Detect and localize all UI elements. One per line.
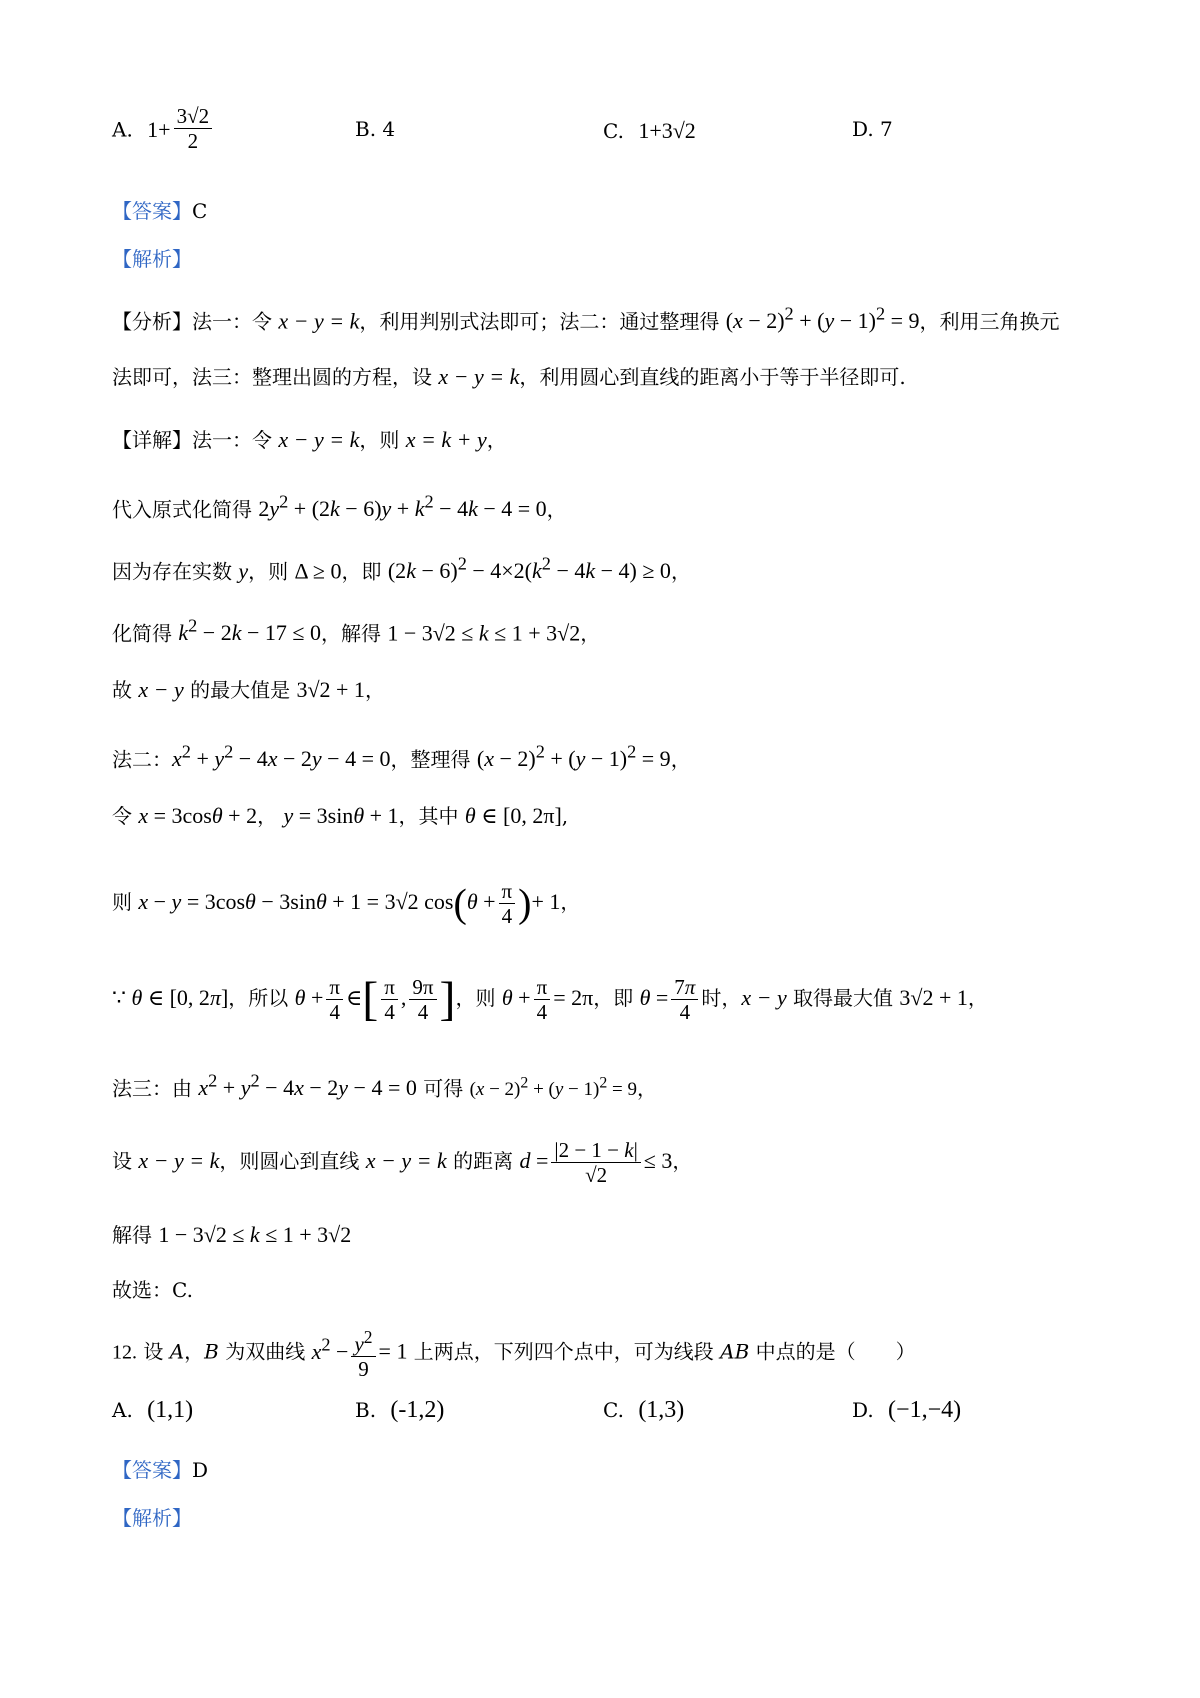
option-text: (1,3) — [638, 1397, 685, 1423]
q12-stem: 12. 设 A，B 为双曲线 $x^2$ − $\frac{y^2}{9}$ = 1 上两点，下列四个点中，可为线段 AB 中点的是（ ） — [112, 1327, 916, 1381]
fenxi-tag: 【分析】 — [112, 309, 192, 334]
q11-detail-line10: 法三：由 $x^2 + y^2 - 4x - 2y - 4 = 0$ 可得 $(x - 2)^2 + (y - 1)^2 = 9$， — [112, 1071, 657, 1101]
q11-detail-line7: 令 x = 3cosθ + 2， y = 3sinθ + 1，其中 θ ∈ [0, 2π], — [112, 803, 569, 828]
q11-fenxi-line2: 法即可，法三：整理出圆的方程，设 x − y = k，利用圆心到直线的距离小于等于半径即可. — [112, 364, 906, 389]
option-text: (1,1) — [147, 1397, 194, 1423]
q11-detail-line2: 代入原式化简得 $2y^2 + (2k - 6)y + k^2 - 4k - 4 = 0$， — [112, 492, 567, 522]
q11-detail-line6: 法二：$x^2 + y^2 - 4x - 2y - 4 = 0$，整理得 $(x - 2)^2 + (y - 1)^2 = 9$， — [112, 742, 691, 772]
q11-detail-line8: 则 x − y = 3cosθ − 3sinθ + 1 = 3√2 cos(θ + $\frac{\pi}{4}$ )+ 1， — [112, 879, 581, 928]
q11-fenxi-line1: 【分析】法一：令 x − y = k，利用判别式法即可；法二：通过整理得 $(x - 2)^2 + (y - 1)^2 = 9$，利用三角换元 — [112, 304, 1060, 334]
option-letter: C. — [603, 1398, 624, 1422]
q12-answer — [112, 1455, 208, 1485]
q11-analysis-tag: 【解析】 — [112, 247, 192, 271]
q12-option-a — [112, 1395, 193, 1425]
answer-tag: 【答案】 — [112, 1458, 192, 1482]
q11-option-b — [355, 114, 395, 144]
q11-detail-line4: 化简得 $k^2 - 2k - 17 \le 0$，解得 1 − 3√2 ≤ k ≤ 1 + 3√2， — [112, 616, 601, 646]
answer-value: C — [192, 199, 208, 223]
option-a-expression: 1+ $\frac{3√2}{2}$ — [147, 117, 215, 142]
answer-tag: 【答案】 — [112, 199, 192, 223]
option-text: 7 — [880, 117, 893, 141]
q11-option-c — [603, 116, 696, 146]
q11-detail-line5: 故 x − y 的最大值是 3√2 + 1， — [112, 677, 385, 702]
option-text: (−1,−4) — [888, 1397, 962, 1423]
option-letter: D. — [852, 117, 874, 141]
q12-option-c — [603, 1395, 684, 1425]
option-letter: C. — [603, 119, 624, 143]
q11-detail-line9: ∵ θ ∈ [0, 2π]，所以 θ + $\frac{\pi}{4}$ ∈[ $\frac{\pi}{4}$ , $\frac{9\pi}{4}$ ]，则 θ + $\frac{\pi}{4}$ = 2π，即 θ = $\frac{7\pi}{4}$ 时，x − y 取得最大值 3√2 + 1， — [112, 972, 988, 1026]
option-letter: B. — [355, 117, 377, 141]
q11-detail-line12: 解得 1 − 3√2 ≤ k ≤ 1 + 3√2 — [112, 1222, 352, 1247]
option-text: (-1,2) — [390, 1397, 445, 1423]
q11-detail-line11: 设 x − y = k，则圆心到直线 x − y = k 的距离 d = $\frac{|2 - 1 - k|}{√2}$ ≤ 3， — [112, 1138, 693, 1187]
option-letter: A. — [112, 1398, 133, 1422]
q12-option-d — [852, 1395, 961, 1425]
answer-value: D — [192, 1458, 209, 1482]
q11-option-a — [112, 104, 215, 153]
option-letter: A. — [112, 117, 133, 142]
q11-detail-line3: 因为存在实数 y，则 Δ ≥ 0，即 $(2k - 6)^2 - 4\times 2(k^2 - 4k - 4) \ge 0$， — [112, 554, 691, 584]
option-letter: B. — [355, 1398, 377, 1422]
option-text: 4 — [382, 117, 396, 141]
q11-answer — [112, 196, 207, 226]
option-c-expression: 1+3√2 — [638, 118, 696, 143]
xiangjie-tag: 【详解】 — [112, 428, 192, 452]
q11-detail-line13: 故选：C. — [112, 1278, 193, 1302]
q12-analysis-tag: 【解析】 — [112, 1506, 192, 1530]
q12-option-b — [355, 1395, 444, 1425]
q11-option-d — [852, 114, 893, 144]
q11-detail-line1: 【详解】法一：令 x − y = k，则 x = k + y， — [112, 427, 507, 452]
option-letter: D. — [852, 1398, 874, 1422]
